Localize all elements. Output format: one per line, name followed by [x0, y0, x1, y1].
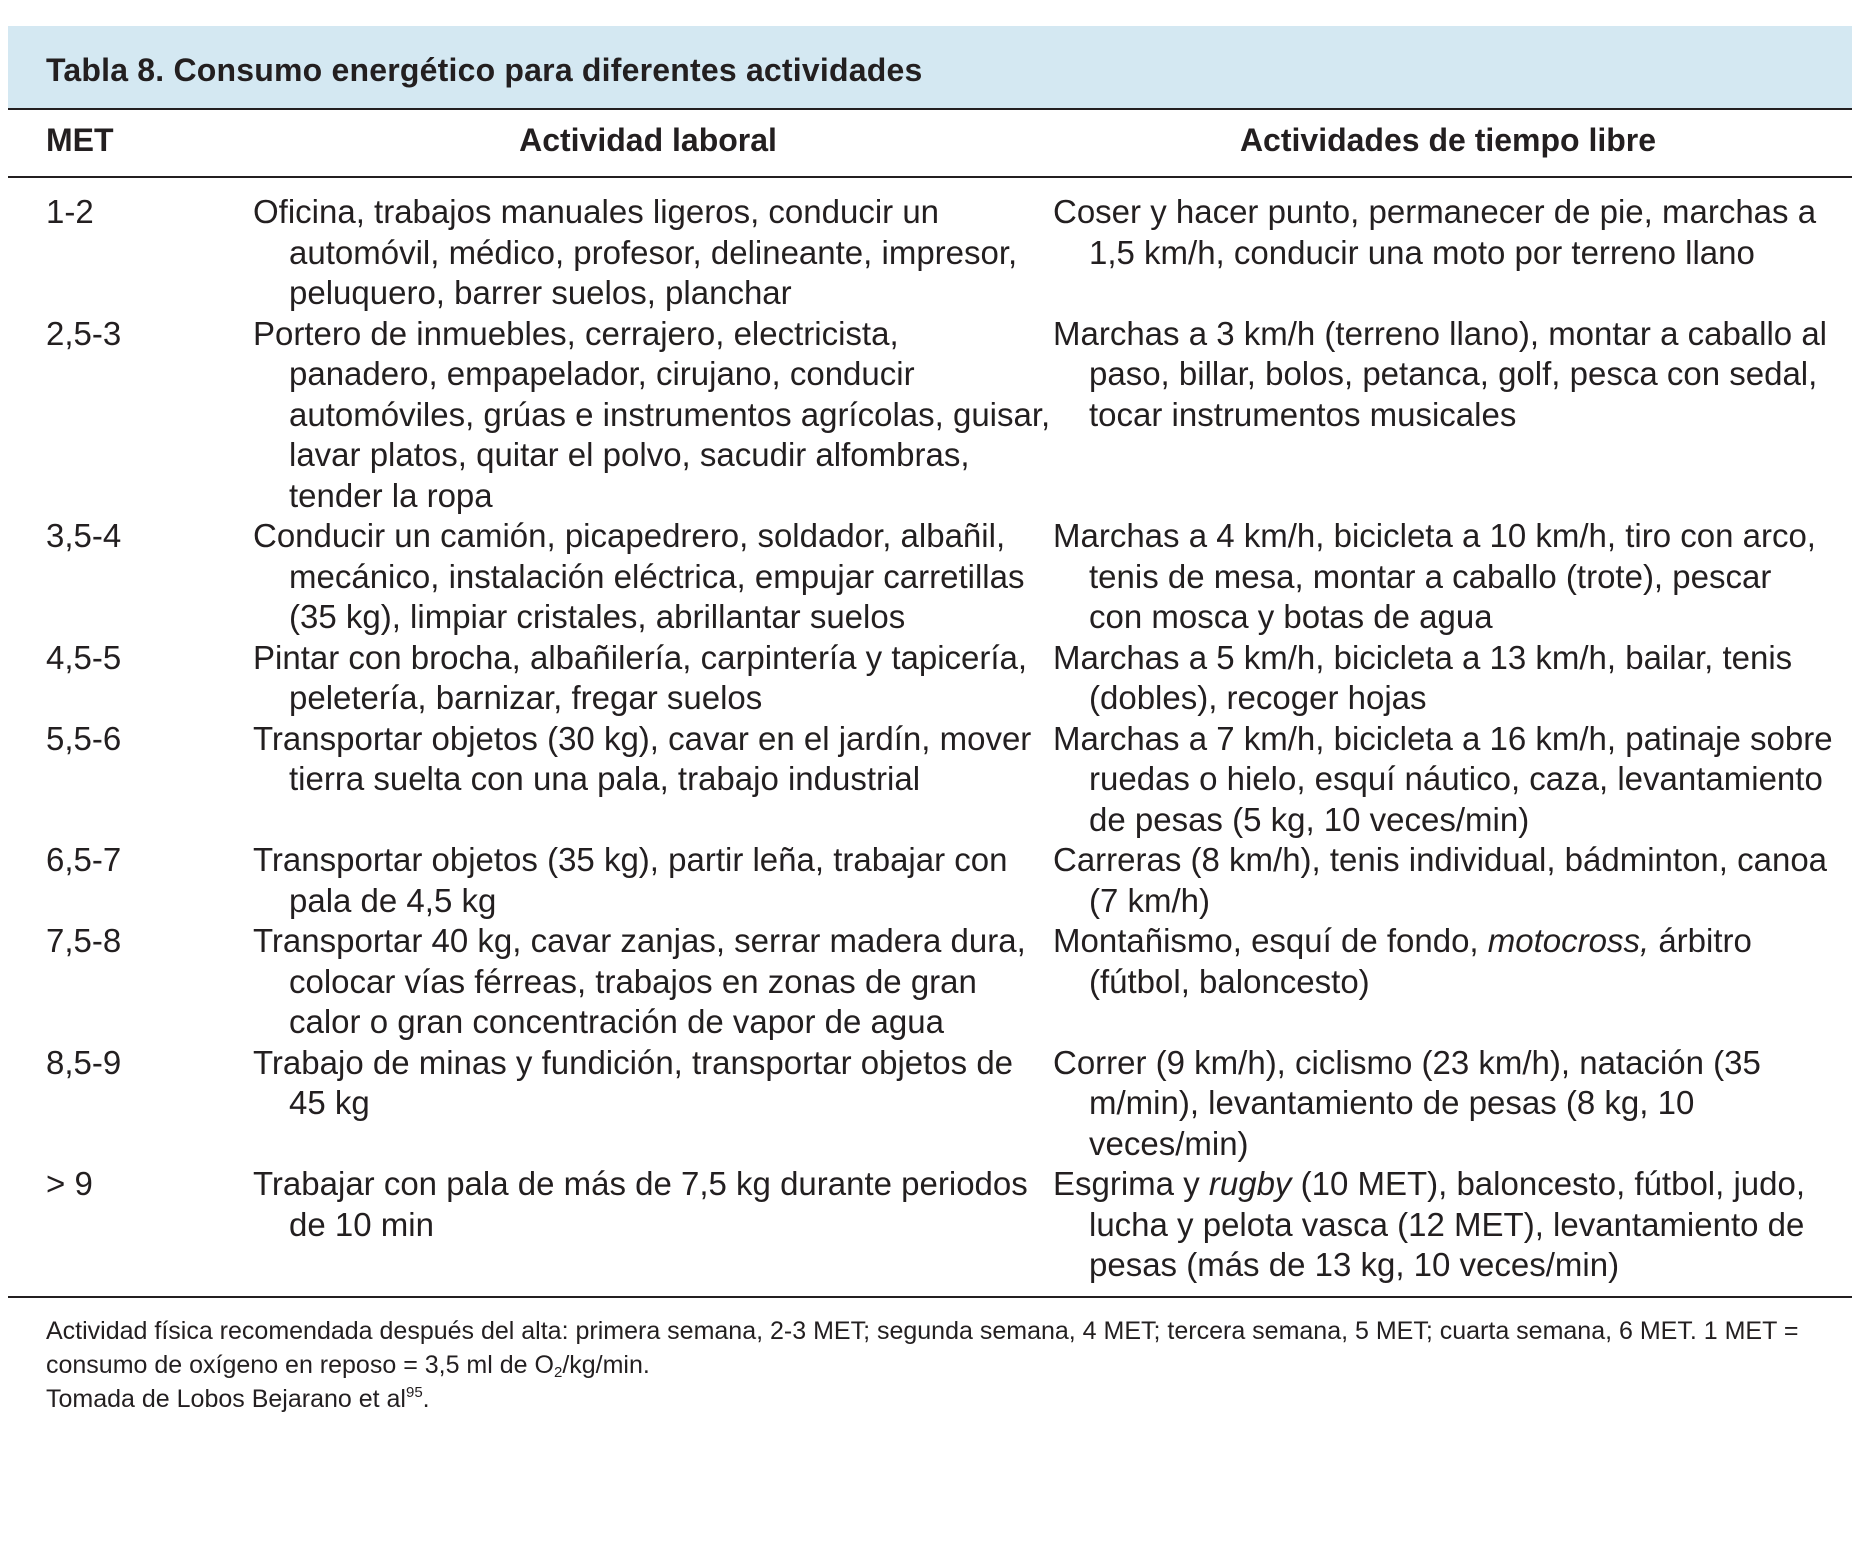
- table-title: Tabla 8. Consumo energético para diferentes actividades: [46, 52, 923, 88]
- footnote-source: [46, 1382, 1826, 1416]
- ocio-cell: [1053, 921, 1833, 1043]
- footnote-text-end: /kg/min.: [562, 1350, 650, 1379]
- laboral-cell: Transportar 40 kg, cavar zanjas, serrar madera dura, colocar vías férreas, trabajos en zonas de gran calor o gran concentración de vapor de agua: [253, 922, 1026, 1040]
- table-row: [8, 192, 1852, 314]
- table-row: [8, 719, 1852, 841]
- laboral-cell: Conducir un camión, picapedrero, soldador, albañil, mecánico, instalación eléctrica, empujar carretillas (35 kg), limpiar cristales, abrillantar suelos: [253, 517, 1025, 635]
- ocio-text: árbitro (fútbol, baloncesto): [1089, 922, 1752, 1000]
- met-cell: 1-2: [46, 193, 94, 230]
- footnote-text: Actividad física recomendada después del alta: primera semana, 2-3 MET; segunda semana, 4 MET; tercera semana, 5 MET; cuarta semana, 6 MET. 1 MET = consumo de oxígeno en reposo = 3,5 ml de O: [46, 1316, 1799, 1379]
- source-end: .: [422, 1384, 430, 1413]
- laboral-cell: Trabajo de minas y fundición, transportar objetos de 45 kg: [253, 1043, 1014, 1121]
- energy-consumption-table: [8, 26, 1852, 1416]
- table-row: [8, 516, 1852, 638]
- header-met: MET: [46, 122, 114, 158]
- table-body: [8, 178, 1852, 1298]
- ocio-cell: Marchas a 5 km/h, bicicleta a 13 km/h, bailar, tenis (dobles), recoger hojas: [1053, 638, 1793, 716]
- header-laboral: Actividad laboral: [519, 122, 777, 158]
- table-row: [8, 1043, 1852, 1165]
- laboral-cell: Pintar con brocha, albañilería, carpintería y tapicería, peletería, barnizar, fregar suelos: [253, 638, 1028, 716]
- footnote-subscript: 2: [553, 1363, 563, 1381]
- met-cell: 3,5-4: [46, 517, 122, 554]
- table-header: [8, 110, 1852, 178]
- ocio-cell: [1053, 1164, 1833, 1286]
- table-row: [8, 638, 1852, 719]
- laboral-cell: Portero de inmuebles, cerrajero, electricista, panadero, empapelador, cirujano, conducir automóviles, grúas e instrumentos agrícolas, guisar, lavar platos, quitar el polvo, sacudir alfombras, tender la ropa: [253, 314, 1051, 514]
- met-cell: 2,5-3: [46, 314, 122, 352]
- table-row: [8, 1164, 1852, 1286]
- table-row: [8, 840, 1852, 921]
- ocio-cell: Coser y hacer punto, permanecer de pie, marchas a 1,5 km/h, conducir una moto por terreno llano: [1053, 193, 1817, 271]
- table-row: [8, 921, 1852, 1043]
- ocio-text: Esgrima y: [1053, 1165, 1209, 1202]
- ocio-text: (10 MET), baloncesto, fútbol, judo, lucha y pelota vasca (12 MET), levantamiento de pesas (más de 13 kg, 10 veces/min): [1089, 1165, 1806, 1283]
- source-text: Tomada de Lobos Bejarano et al: [46, 1384, 406, 1413]
- ocio-italic-term: rugby: [1208, 1165, 1292, 1202]
- laboral-cell: Transportar objetos (30 kg), cavar en el jardín, mover tierra suelta con una pala, trabajo industrial: [253, 719, 1032, 797]
- met-cell: 6,5-7: [46, 841, 122, 878]
- ocio-text: Montañismo, esquí de fondo,: [1053, 922, 1488, 959]
- laboral-cell: Oficina, trabajos manuales ligeros, conducir un automóvil, médico, profesor, delineante, impresor, peluquero, barrer suelos, planchar: [253, 193, 1018, 311]
- table-row: [8, 314, 1852, 517]
- ocio-cell: Carreras (8 km/h), tenis individual, bádminton, canoa (7 km/h): [1053, 841, 1828, 919]
- ocio-cell: Marchas a 3 km/h (terreno llano), montar a caballo al paso, billar, bolos, petanca, golf, pesca con sedal, tocar instrumentos musicales: [1053, 314, 1828, 433]
- laboral-cell: Transportar objetos (35 kg), partir leña, trabajar con pala de 4,5 kg: [253, 841, 1008, 919]
- footnote-recommendation: [46, 1314, 1826, 1382]
- met-cell: 7,5-8: [46, 922, 122, 959]
- met-cell: 5,5-6: [46, 719, 122, 757]
- table-footnotes: [8, 1298, 1826, 1416]
- ocio-italic-term: motocross,: [1487, 922, 1650, 959]
- ocio-cell: Correr (9 km/h), ciclismo (23 km/h), natación (35 m/min), levantamiento de pesas (8 kg, 10 veces/min): [1053, 1043, 1761, 1162]
- header-ocio: Actividades de tiempo libre: [1239, 122, 1657, 158]
- ocio-cell: Marchas a 7 km/h, bicicleta a 16 km/h, patinaje sobre ruedas o hielo, esquí náutico, caza, levantamiento de pesas (5 kg, 10 veces/min): [1053, 719, 1833, 838]
- met-cell: 4,5-5: [46, 638, 122, 676]
- met-cell: 8,5-9: [46, 1043, 122, 1081]
- source-reference: 95: [405, 1383, 423, 1401]
- laboral-cell: Trabajar con pala de más de 7,5 kg durante periodos de 10 min: [253, 1165, 1028, 1243]
- table-title-bar: [8, 26, 1852, 110]
- ocio-cell: Marchas a 4 km/h, bicicleta a 10 km/h, tiro con arco, tenis de mesa, montar a caballo (trote), pescar con mosca y botas de agua: [1053, 517, 1816, 635]
- met-cell: > 9: [46, 1165, 93, 1202]
